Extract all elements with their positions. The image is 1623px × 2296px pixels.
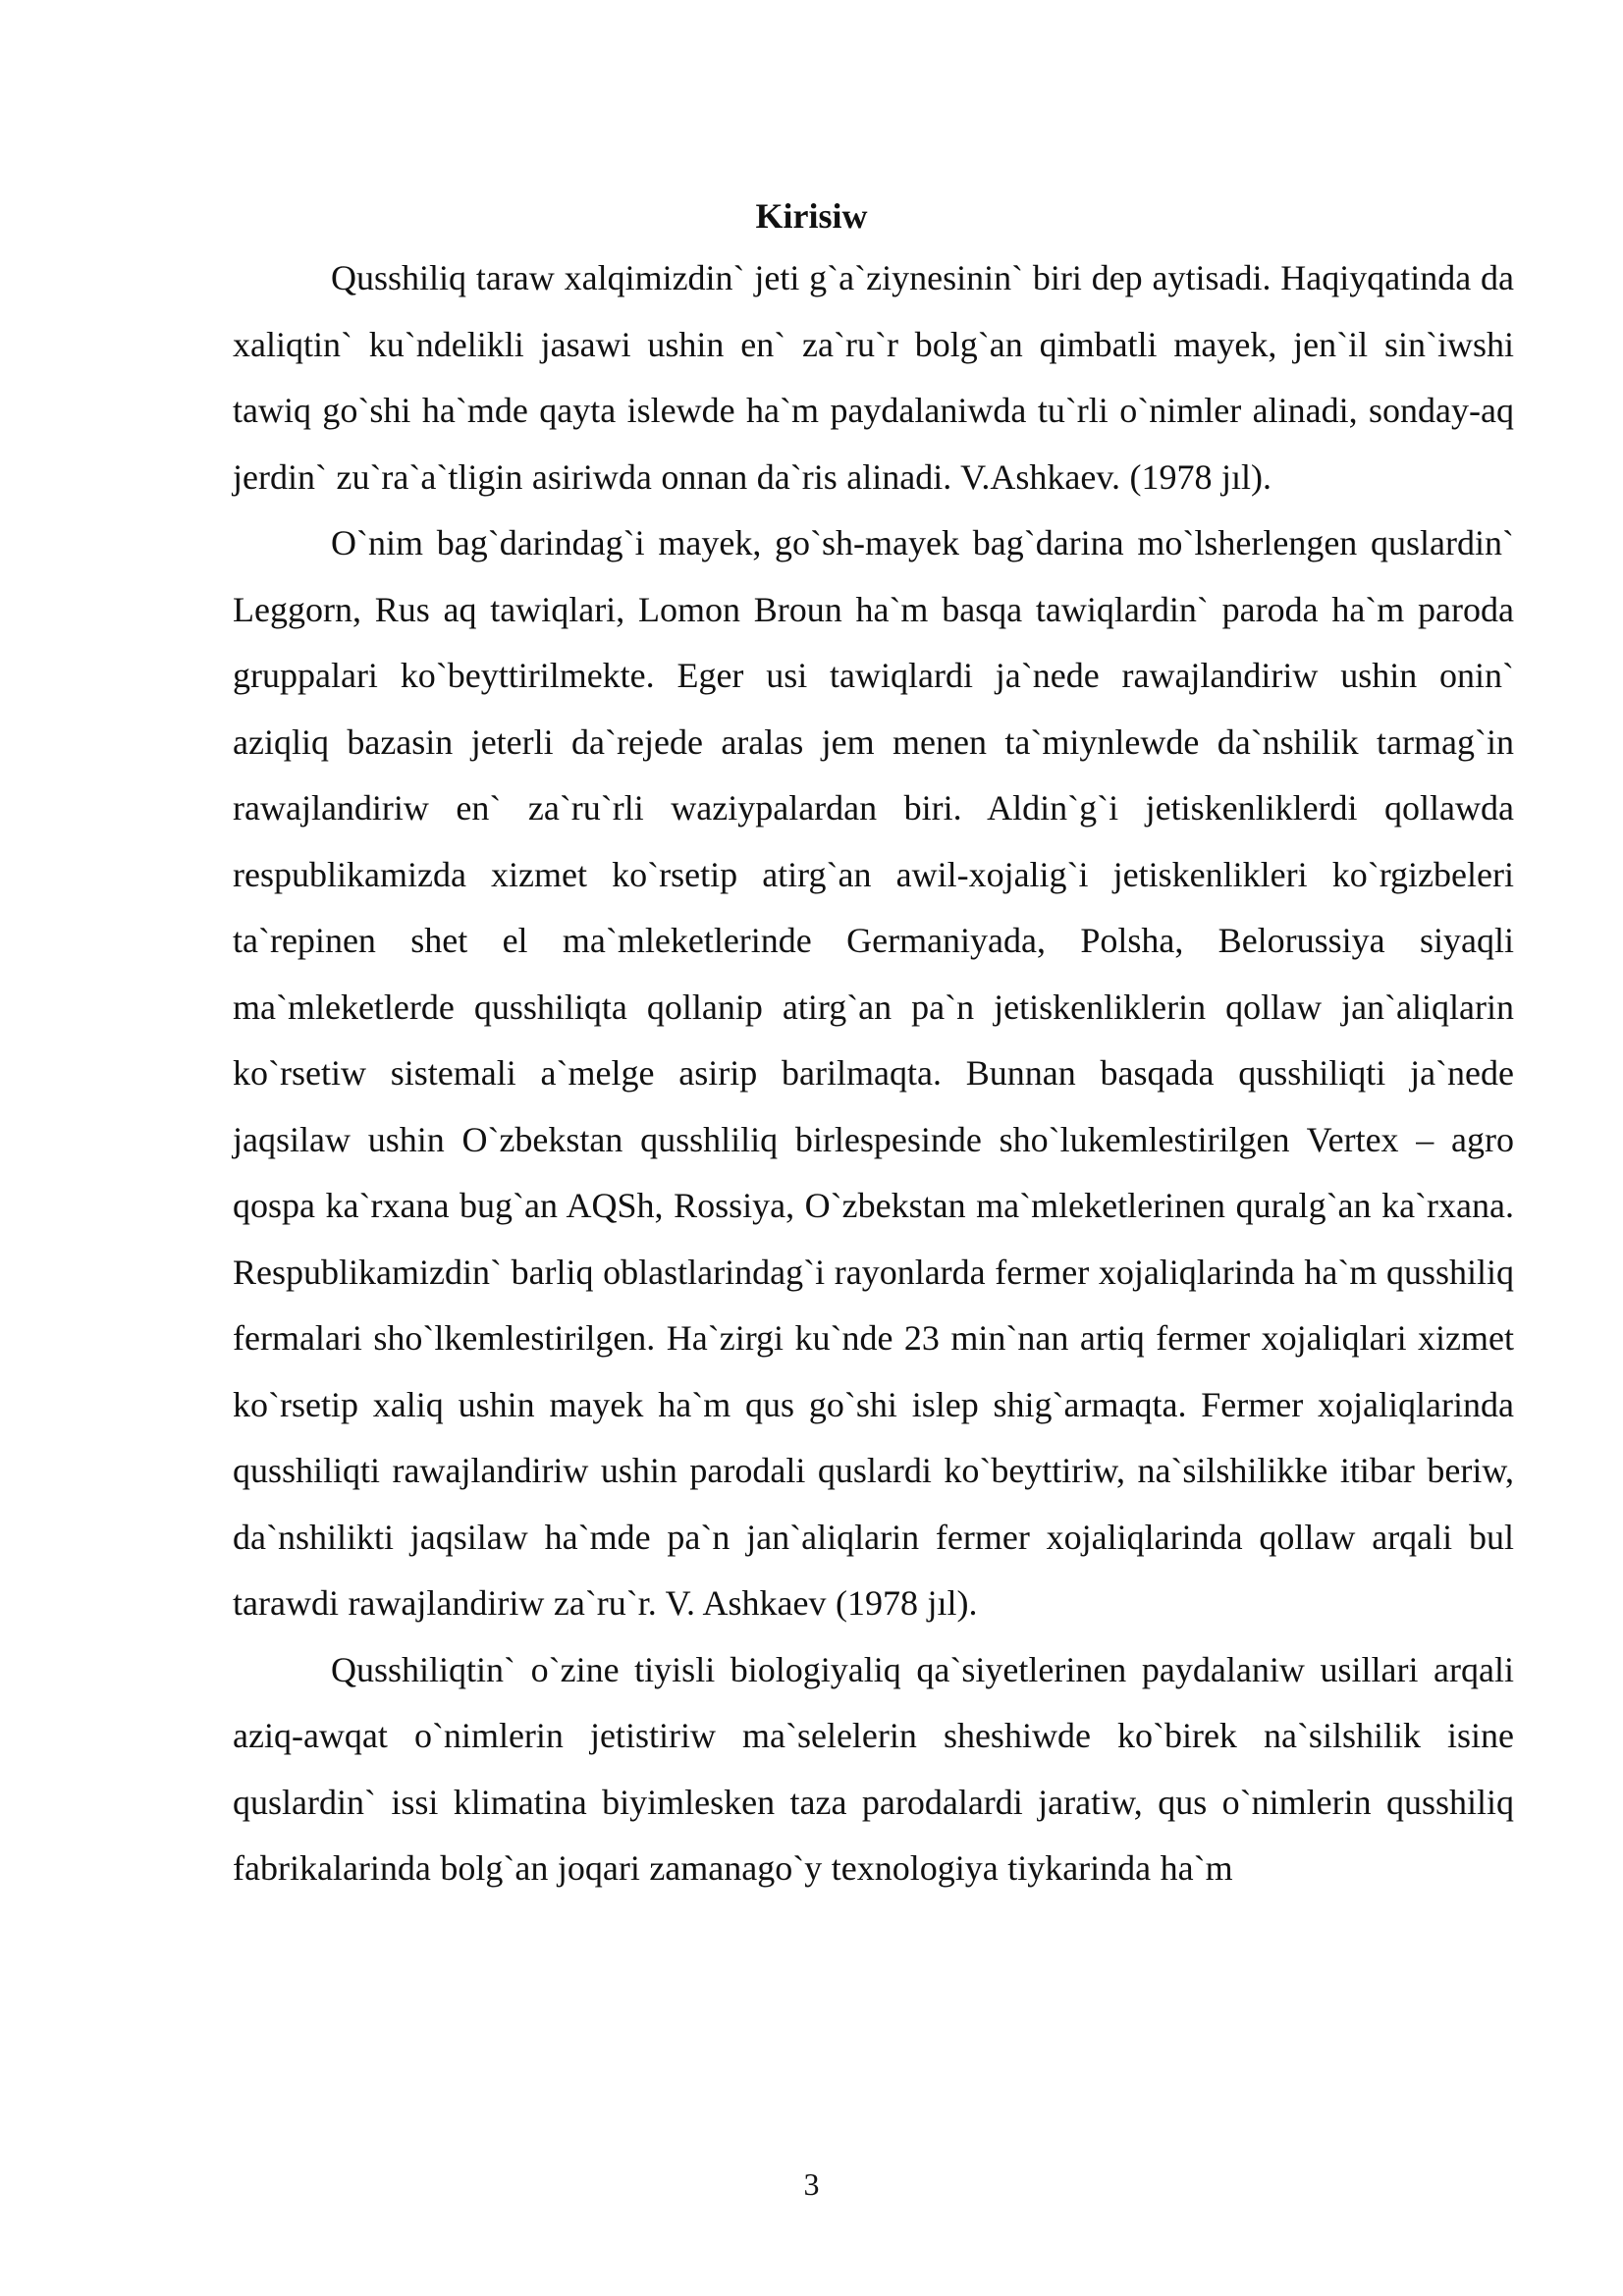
paragraph-1: Qusshiliq taraw xalqimizdin` jeti g`a`ziynesinin` biri dep aytisadi. Haqiyqatinda da xaliqtin` ku`ndelikli jasawi ushin en` za`ru`r bolg`an qimbatli mayek, jen`il sin`iwshi tawiq go`shi ha`mde qayta islewde ha`m paydalaniwda tu`rli o`nimler alinadi, sonday-aq jerdin` zu`ra`a`tligin asiriwda onnan da`ris alinadi. V.Ashkaev. (1978 jıl). xyxy=(233,258,1514,497)
page-heading: Kirisiw xyxy=(755,196,868,236)
page-number: 3 xyxy=(803,2166,820,2202)
paragraph-3: Qusshiliqtin` o`zine tiyisli biologiyaliq qa`siyetlerinen paydalaniw usillari arqali aziq-awqat o`nimlerin jetistiriw ma`selelerin sheshiwde ko`birek na`silshilik isine quslardin` issi klimatina biyimlesken taza parodalardi jaratiw, qus o`nimlerin qusshiliq fabrikalarinda bolg`an joqari zamanago`y texnologiya tiykarinda ha`m xyxy=(233,1649,1514,1888)
body-text xyxy=(233,245,1514,1902)
paragraph-2: O`nim bag`darindag`i mayek, go`sh-mayek bag`darina mo`lsherlengen quslardin` Leggorn, Rus aq tawiqlari, Lomon Broun ha`m basqa tawiqlardin` paroda ha`m paroda gruppalari ko`beyttirilmekte. Eger usi tawiqlardi ja`nede rawajlandiriw ushin onin` aziqliq bazasin jeterli da`rejede aralas jem menen ta`miynlewde da`nshilik tarmag`in rawajlandiriw en` za`ru`rli waziypalardan biri. Aldin`g`i jetiskenliklerdi qollawda respublikamizda xizmet ko`rsetip atirg`an awil-xojalig`i jetiskenlikleri ko`rgizbeleri ta`repinen shet el ma`mleketlerinde Germaniyada, Polsha, Belorussiya siyaqli ma`mleketlerde qusshiliqta qollanip atirg`an pa`n jetiskenliklerin qollaw jan`aliqlarin ko`rsetiw sistemali a`melge asirip barilmaqta. Bunnan basqada qusshiliqti ja`nede jaqsilaw ushin O`zbekstan qusshliliq birlespesinde sho`lukemlestirilgen Vertex – agro qospa ka`rxana bug`an AQSh, Rossiya, O`zbekstan ma`mleketlerinen quralg`an ka`rxana. Respublikamizdin` barliq oblastlarindag`i rayonlarda fermer xojaliqlarinda ha`m qusshiliq fermalari sho`lkemlestirilgen. Ha`zirgi ku`nde 23 min`nan artiq fermer xojaliqlari xizmet ko`rsetip xaliq ushin mayek ha`m qus go`shi islep shig`armaqta. Fermer xojaliqlarinda qusshiliqti rawajlandiriw ushin parodali quslardi ko`beyttiriw, na`silshilikke itibar beriw, da`nshilikti jaqsilaw ha`mde pa`n jan`aliqlarin fermer xojaliqlarinda qollaw arqali bul tarawdi rawajlandiriw za`ru`r. V. Ashkaev (1978 jıl). xyxy=(233,523,1514,1623)
